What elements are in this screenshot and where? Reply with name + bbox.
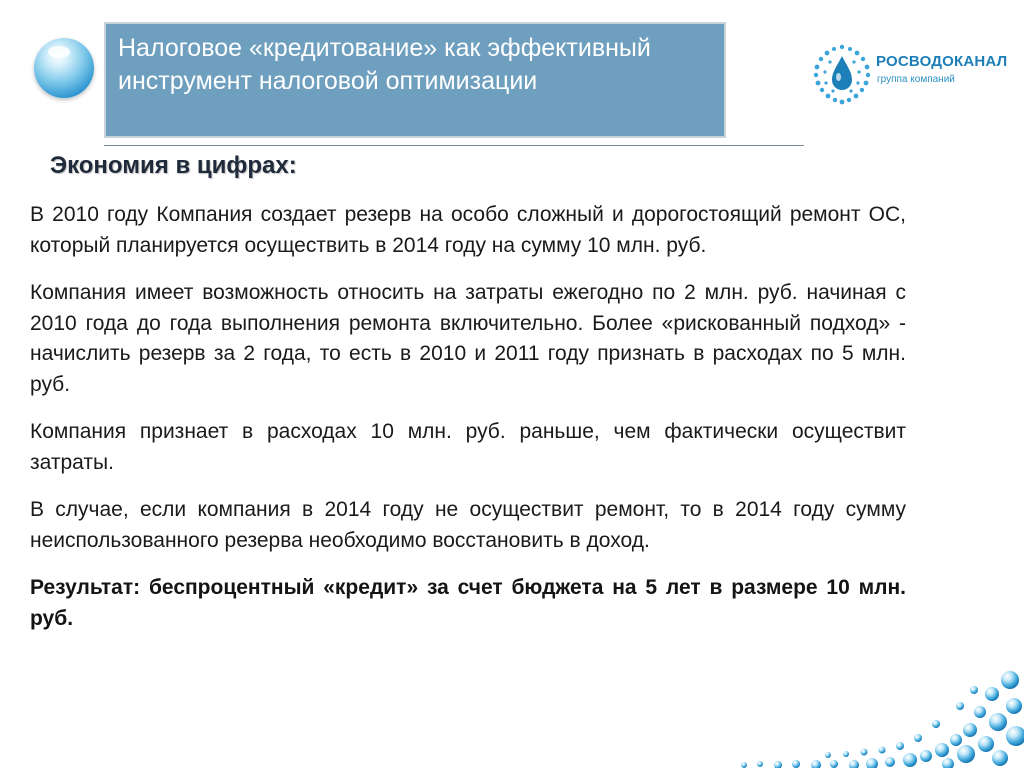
paragraph: В случае, если компания в 2014 году не осуществит ремонт, то в 2014 году сумму неиспользованного резерва необходимо восстановить в доход. (30, 498, 906, 552)
company-logo (810, 42, 1020, 104)
body-text (30, 200, 906, 651)
title-box (104, 22, 726, 138)
paragraph: Компания имеет возможность относить на затраты ежегодно по 2 млн. руб. начиная с 2010 года до года выполнения ремонта включительно. Более «рискованный подход» - начислить резерв за 2 года, то есть в 2010 и 2011 году признать в расходах по 5 млн. руб. (30, 281, 906, 396)
section-heading: Экономия в цифрах: (50, 152, 297, 179)
paragraph: В 2010 году Компания создает резерв на особо сложный и дорогостоящий ремонт ОС, который планируется осуществить в 2014 году на сумму 10 млн. руб. (30, 203, 906, 257)
logo-subtitle: группа компаний (877, 74, 955, 85)
water-drop-icon (34, 38, 94, 98)
logo-name: РОСВОДОКАНАЛ (876, 53, 1008, 70)
page-title: Налоговое «кредитование» как эффективный инструмент налоговой оптимизации (118, 34, 651, 95)
paragraph: Компания признает в расходах 10 млн. руб. раньше, чем фактически осуществит затраты. (30, 420, 906, 474)
result-paragraph: Результат: беспроцентный «кредит» за счет бюджета на 5 лет в размере 10 млн. руб. (30, 576, 906, 630)
logo-mark-icon (810, 42, 874, 106)
water-bubbles-decoration (730, 660, 1024, 768)
title-divider (104, 145, 804, 146)
